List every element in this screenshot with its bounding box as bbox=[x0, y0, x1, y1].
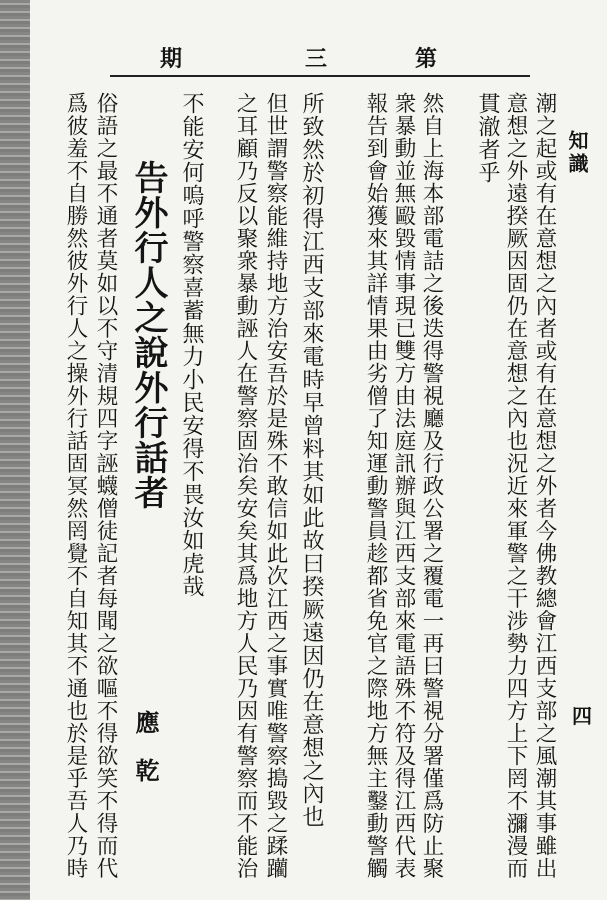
text-column: 之耳顧乃反以聚衆暴動誣人在警察固治矣安矣其爲地方人民乃因有警察而不能治 bbox=[233, 92, 258, 880]
header-ordinal: 第 bbox=[415, 46, 439, 72]
text-column: 意想之外遠揆厥因固仍在意想之內也況近來軍警之干涉勢力四方上下罔不瀰漫而 bbox=[503, 92, 528, 880]
article-author: 應乾 bbox=[131, 710, 160, 806]
text-column: 衆暴動並無毆毀情事現已雙方由法庭訊辦與江西支部來電語殊不符及得江西代表 bbox=[391, 92, 416, 880]
page-number: 四 bbox=[572, 704, 592, 728]
side-section-mark: 知識 bbox=[565, 130, 589, 176]
article-title: 告外行人之說外行話者 bbox=[128, 160, 168, 510]
text-column: 爲彼羞不自勝然彼外行人之操外行話固冥然罔覺不自知其不通也於是乎吾人乃時 bbox=[63, 92, 88, 880]
text-column: 貫澈者乎 bbox=[475, 92, 500, 184]
text-column: 不能安何嗚呼警察喜蓄無力小民安得不畏汝如虎哉 bbox=[179, 92, 204, 598]
text-column: 俗語之最不通者莫如以不守清規四字誣蠛僧徒記者每聞之欲嘔不得欲笑不得而代 bbox=[93, 92, 118, 880]
header-issue-label: 期 bbox=[160, 46, 184, 72]
text-column: 所致然於初得江西支部來電時早曾料其如此故曰揆厥遠因仍在意想之內也 bbox=[299, 92, 324, 828]
text-column: 潮之起或有在意想之內者或有在意想之外者今佛教總會江西支部之風潮其事雖出 bbox=[532, 92, 557, 880]
running-header bbox=[110, 38, 530, 78]
text-column: 報告到會始獲來其詳情果由劣僧了知運動警員趁都省免官之際地方無主鑿動警觸 bbox=[363, 92, 388, 880]
header-rule bbox=[110, 75, 530, 77]
text-column: 然自上海本部電詰之後迭得警視廳及行政公署之覆電一再曰警視分署僅爲防止聚 bbox=[419, 92, 444, 880]
text-column: 但世謂警察能維持地方治安吾於是殊不敢信如此次江西之事實唯警察搗毀之蹂躪 bbox=[263, 92, 288, 880]
page-binding-edge bbox=[0, 0, 30, 900]
header-number: 三 bbox=[305, 46, 329, 72]
